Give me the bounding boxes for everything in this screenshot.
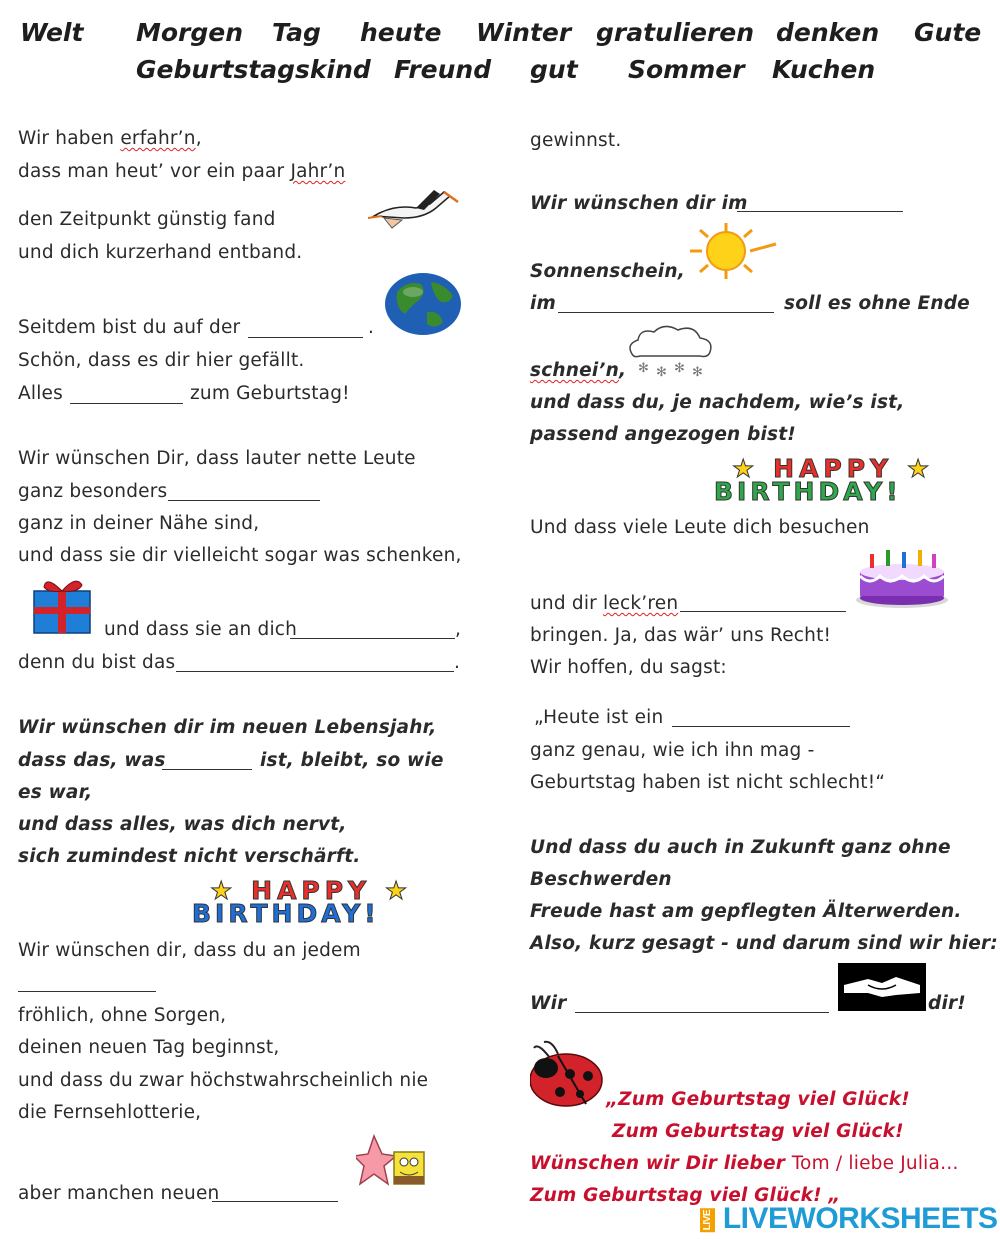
word-bank-item: Gute bbox=[914, 18, 982, 47]
stork-icon bbox=[364, 186, 460, 230]
blank-field[interactable] bbox=[737, 211, 903, 212]
blank-field[interactable] bbox=[680, 611, 846, 612]
poem-line: ganz in deiner Nähe sind, bbox=[18, 513, 260, 534]
poem-punct: . bbox=[368, 317, 375, 338]
blank-field[interactable] bbox=[575, 1012, 829, 1013]
star-icon: ★ bbox=[906, 454, 935, 483]
word-bank-item: Sommer bbox=[628, 55, 745, 84]
song-line: Zum Geburtstag viel Glück! „ bbox=[530, 1185, 841, 1206]
poem-line: dir! bbox=[928, 993, 966, 1014]
poem-line: gewinnst. bbox=[530, 130, 622, 151]
poem-line: Freude hast am gepflegten Älterwerden. bbox=[530, 901, 962, 922]
poem-line: und dass du zwar höchstwahrscheinlich nie bbox=[18, 1070, 429, 1091]
poem-line: Wir haben erfahr’n, bbox=[18, 128, 202, 149]
star-icon: ★ bbox=[732, 454, 760, 483]
poem-line: passend angezogen bist! bbox=[530, 424, 796, 445]
poem-line: und dass du, je nachdem, wie’s ist, bbox=[530, 392, 905, 413]
poem-line: und dass sie an dich bbox=[104, 619, 298, 640]
poem-line: im bbox=[530, 293, 557, 314]
poem-line: dass man heut’ vor ein paar Jahr’n bbox=[18, 161, 346, 182]
poem-line: dass das, was bbox=[18, 750, 166, 771]
poem-line: Geburtstag haben ist nicht schlecht!“ bbox=[530, 772, 886, 793]
song-line: „Zum Geburtstag viel Glück! bbox=[606, 1089, 910, 1110]
poem-line: Sonnenschein, bbox=[530, 261, 685, 282]
star-icon: ★ bbox=[210, 876, 238, 905]
poem-line: und dass alles, was dich nervt, bbox=[18, 814, 347, 835]
happy-birthday-banner: ★ HAPPY ★ BIRTHDAY! bbox=[714, 454, 935, 506]
poem-line: ganz genau, wie ich ihn mag - bbox=[530, 740, 815, 761]
globe-icon bbox=[383, 272, 463, 336]
poem-line: Wir bbox=[530, 993, 567, 1014]
poem-line: Beschwerden bbox=[530, 869, 672, 890]
poem-line: schnei’n, bbox=[530, 360, 627, 381]
poem-line: Schön, dass es dir hier gefällt. bbox=[18, 350, 305, 371]
ladybug-icon bbox=[530, 1040, 610, 1108]
word-bank-item: Morgen bbox=[136, 18, 244, 47]
poem-line: und dir leck’ren bbox=[530, 593, 679, 614]
word-bank-item: Geburtstagskind bbox=[136, 55, 371, 84]
blank-field[interactable] bbox=[290, 638, 455, 639]
svg-text:✻: ✻ bbox=[656, 365, 667, 378]
blank-field[interactable] bbox=[248, 337, 363, 338]
cartoon-characters-icon bbox=[356, 1132, 428, 1194]
poem-line: und dass sie dir vielleicht sogar was schenken, bbox=[18, 545, 462, 566]
blank-field[interactable] bbox=[70, 403, 183, 404]
blank-field[interactable] bbox=[162, 769, 252, 770]
poem-line: Wir wünschen dir, dass du an jedem bbox=[18, 940, 361, 961]
snow-cloud-icon bbox=[624, 322, 716, 378]
poem-line: es war, bbox=[18, 782, 93, 803]
blank-field[interactable] bbox=[558, 312, 774, 313]
word-bank-item: denken bbox=[776, 18, 880, 47]
poem-line: sich zumindest nicht verschärft. bbox=[18, 846, 361, 867]
poem-line: „Heute ist ein bbox=[534, 707, 664, 728]
poem-line: fröhlich, ohne Sorgen, bbox=[18, 1005, 227, 1026]
poem-line: Wir wünschen dir im neuen Lebensjahr, bbox=[18, 717, 437, 738]
poem-line: den Zeitpunkt günstig fand bbox=[18, 209, 276, 230]
handshake-icon bbox=[838, 963, 926, 1011]
svg-text:✻: ✻ bbox=[674, 361, 685, 376]
song-line: Wünschen wir Dir lieber Tom / liebe Julia… bbox=[530, 1153, 959, 1174]
poem-line: denn du bist das bbox=[18, 652, 176, 673]
word-bank-item: gratulieren bbox=[596, 18, 755, 47]
gift-icon bbox=[30, 573, 98, 635]
poem-line: ganz besonders bbox=[18, 481, 168, 502]
word-bank-item: Tag bbox=[272, 18, 321, 47]
word-bank-item: heute bbox=[360, 18, 442, 47]
poem-punct: . bbox=[454, 652, 461, 673]
poem-line: ist, bleibt, so wie bbox=[260, 750, 444, 771]
svg-text:✻: ✻ bbox=[638, 361, 649, 376]
word-bank-item: Kuchen bbox=[772, 55, 876, 84]
liveworksheets-logo: LIVE LIVEWORKSHEETS bbox=[702, 1202, 998, 1235]
poem-line: Wir hoffen, du sagst: bbox=[530, 657, 727, 678]
poem-line: Wir wünschen Dir, dass lauter nette Leute bbox=[18, 448, 416, 469]
word-bank-item: Winter bbox=[476, 18, 572, 47]
happy-birthday-banner: ★ HAPPY ★ BIRTHDAY! bbox=[192, 876, 413, 928]
blank-field[interactable] bbox=[212, 1201, 338, 1202]
poem-line: die Fernsehlotterie, bbox=[18, 1102, 202, 1123]
sun-icon bbox=[676, 222, 778, 280]
song-line: Zum Geburtstag viel Glück! bbox=[612, 1121, 904, 1142]
blank-field[interactable] bbox=[168, 500, 320, 501]
poem-line: Und dass viele Leute dich besuchen bbox=[530, 517, 870, 538]
word-bank-item: Freund bbox=[394, 55, 492, 84]
word-bank-item: gut bbox=[530, 55, 578, 84]
word-bank-item: Welt bbox=[20, 18, 84, 47]
blank-field[interactable] bbox=[18, 991, 156, 992]
poem-line: Seitdem bist du auf der bbox=[18, 317, 241, 338]
poem-line: und dich kurzerhand entband. bbox=[18, 242, 303, 263]
poem-line: aber manchen neuen bbox=[18, 1183, 220, 1204]
star-icon: ★ bbox=[384, 876, 413, 905]
poem-line: bringen. Ja, das wär’ uns Recht! bbox=[530, 625, 832, 646]
poem-punct: , bbox=[455, 619, 462, 640]
poem-line: soll es ohne Ende bbox=[784, 293, 970, 314]
poem-line: Und dass du auch in Zukunft ganz ohne bbox=[530, 837, 951, 858]
blank-field[interactable] bbox=[672, 726, 850, 727]
poem-line: deinen neuen Tag beginnst, bbox=[18, 1037, 280, 1058]
poem-line: Also, kurz gesagt - und darum sind wir hier: bbox=[530, 933, 998, 954]
blank-field[interactable] bbox=[176, 671, 454, 672]
svg-text:✻: ✻ bbox=[692, 365, 703, 378]
poem-line: zum Geburtstag! bbox=[190, 383, 350, 404]
poem-line: Wir wünschen dir im bbox=[530, 193, 748, 214]
poem-line: Alles bbox=[18, 383, 63, 404]
birthday-cake-icon bbox=[852, 546, 952, 610]
